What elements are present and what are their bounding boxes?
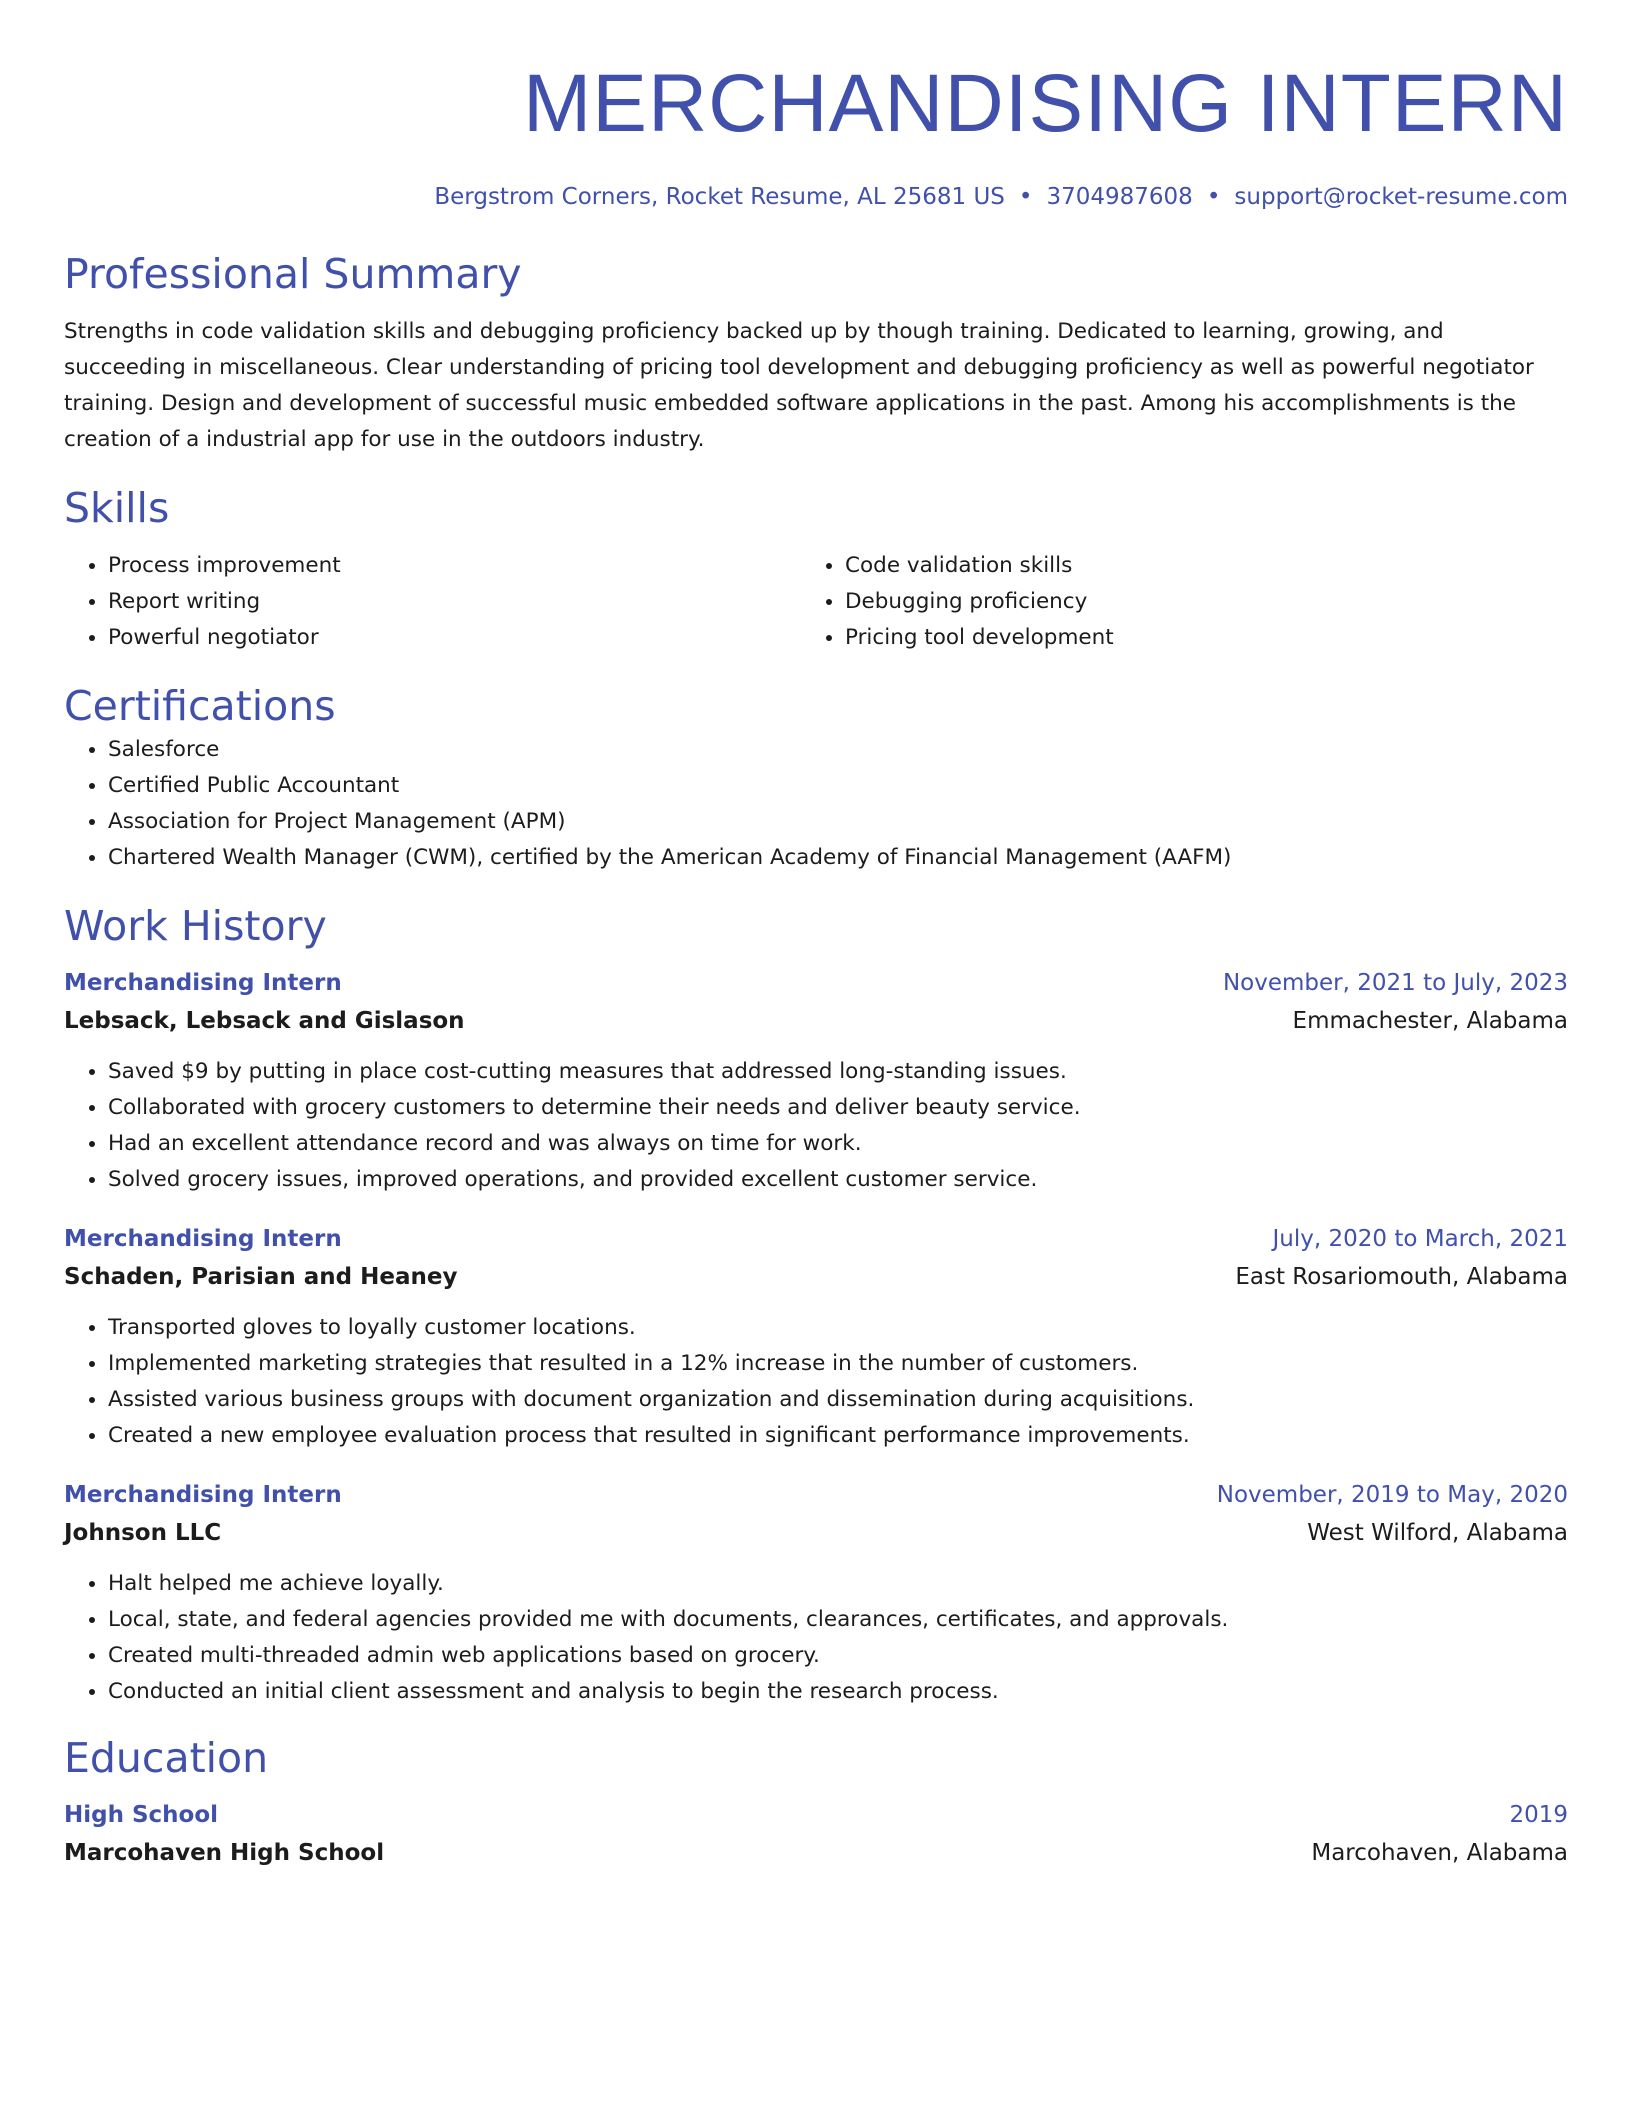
certification-item: • Certified Public Accountant xyxy=(108,768,1568,804)
job-bullet: • Conducted an initial client assessment and analysis to begin the research process. xyxy=(108,1674,1568,1710)
skill-item: • Process improvement xyxy=(108,548,801,584)
job-company-row xyxy=(64,1258,1568,1296)
job-bullet: • Local, state, and federal agencies provided me with documents, clearances, certificates, and approvals. xyxy=(108,1602,1568,1638)
certification-item: • Chartered Wealth Manager (CWM), certified by the American Academy of Financial Management (AAFM) xyxy=(108,840,1568,876)
job-location: West Wilford, Alabama xyxy=(1307,1520,1568,1546)
contact-email[interactable]: support@rocket-resume.com xyxy=(1234,184,1568,210)
skills-list-right xyxy=(801,548,1568,656)
job-bullet: • Implemented marketing strategies that resulted in a 12% increase in the number of customers. xyxy=(108,1346,1568,1382)
job-company: Lebsack, Lebsack and Gislason xyxy=(64,1008,465,1034)
job-entry xyxy=(64,1220,1568,1454)
contact-separator: • xyxy=(1206,184,1221,210)
education-entry xyxy=(64,1796,1568,1872)
job-bullet: • Collaborated with grocery customers to determine their needs and deliver beauty service. xyxy=(108,1090,1568,1126)
job-entry xyxy=(64,1476,1568,1710)
skills-grid xyxy=(64,548,1568,656)
professional-summary-section xyxy=(64,248,1568,458)
job-company: Johnson LLC xyxy=(64,1520,222,1546)
resume-header xyxy=(64,56,1568,212)
job-dates: November, 2021 to July, 2023 xyxy=(1222,970,1568,996)
work-history-section xyxy=(64,900,1568,1710)
skill-item: • Report writing xyxy=(108,584,801,620)
section-title-education: Education xyxy=(64,1734,269,1782)
education-header-row xyxy=(64,1796,1568,1834)
job-entry xyxy=(64,964,1568,1198)
skills-section xyxy=(64,482,1568,656)
job-bullet: • Halt helped me achieve loyally. xyxy=(108,1566,1568,1602)
skill-item: • Powerful negotiator xyxy=(108,620,801,656)
contact-line xyxy=(64,182,1568,212)
job-location: Emmachester, Alabama xyxy=(1292,1008,1568,1034)
job-bullets xyxy=(64,1054,1568,1198)
education-location: Marcohaven, Alabama xyxy=(1311,1840,1568,1866)
skills-list-left xyxy=(64,548,801,656)
skill-item: • Pricing tool development xyxy=(845,620,1568,656)
education-degree: High School xyxy=(64,1802,219,1828)
job-title: Merchandising Intern xyxy=(64,1226,342,1252)
summary-text: Strengths in code validation skills and debugging proficiency backed up by though training. Dedicated to learning, growing, and succeeding in miscellaneous. Clear understanding of pricing tool development and debugging proficiency as well as powerful negotiator training. Design and development of successful music embedded software applications in the past. Among his accomplishments is the creation of a industrial app for use in the outdoors industry. xyxy=(64,319,1534,452)
education-year: 2019 xyxy=(1509,1802,1568,1828)
job-header-row xyxy=(64,1476,1568,1514)
job-company-row xyxy=(64,1002,1568,1040)
job-bullet: • Created multi-threaded admin web applications based on grocery. xyxy=(108,1638,1568,1674)
job-bullet: • Had an excellent attendance record and was always on time for work. xyxy=(108,1126,1568,1162)
candidate-name: MERCHANDISING INTERN xyxy=(522,58,1568,149)
skill-item: • Debugging proficiency xyxy=(845,584,1568,620)
job-bullet: • Saved $9 by putting in place cost-cutting measures that addressed long-standing issues. xyxy=(108,1054,1568,1090)
education-school: Marcohaven High School xyxy=(64,1840,385,1866)
certification-item: • Association for Project Management (APM) xyxy=(108,804,1568,840)
education-section xyxy=(64,1732,1568,1872)
job-location: East Rosariomouth, Alabama xyxy=(1235,1264,1568,1290)
job-bullets xyxy=(64,1566,1568,1710)
job-bullets xyxy=(64,1310,1568,1454)
job-header-row xyxy=(64,1220,1568,1258)
education-school-row xyxy=(64,1834,1568,1872)
job-bullet: • Solved grocery issues, improved operations, and provided excellent customer service. xyxy=(108,1162,1568,1198)
skill-item: • Code validation skills xyxy=(845,548,1568,584)
contact-separator: • xyxy=(1018,184,1033,210)
certifications-section xyxy=(64,680,1568,876)
job-bullet: • Created a new employee evaluation process that resulted in significant performance improvements. xyxy=(108,1418,1568,1454)
section-title-certifications: Certifications xyxy=(64,682,336,730)
contact-phone[interactable]: 3704987608 xyxy=(1046,184,1193,210)
job-company-row xyxy=(64,1514,1568,1552)
job-company: Schaden, Parisian and Heaney xyxy=(64,1264,458,1290)
job-header-row xyxy=(64,964,1568,1002)
section-title-summary: Professional Summary xyxy=(64,250,522,298)
certification-item: • Salesforce xyxy=(108,732,1568,768)
job-title: Merchandising Intern xyxy=(64,970,342,996)
section-title-work: Work History xyxy=(64,902,327,950)
job-bullet: • Transported gloves to loyally customer locations. xyxy=(108,1310,1568,1346)
certifications-list xyxy=(64,732,1568,876)
job-dates: November, 2019 to May, 2020 xyxy=(1216,1482,1568,1508)
job-bullet: • Assisted various business groups with document organization and dissemination during acquisitions. xyxy=(108,1382,1568,1418)
section-title-skills: Skills xyxy=(64,484,170,532)
job-title: Merchandising Intern xyxy=(64,1482,342,1508)
contact-address: Bergstrom Corners, Rocket Resume, AL 25681 US xyxy=(434,184,1005,210)
job-dates: July, 2020 to March, 2021 xyxy=(1272,1226,1568,1252)
